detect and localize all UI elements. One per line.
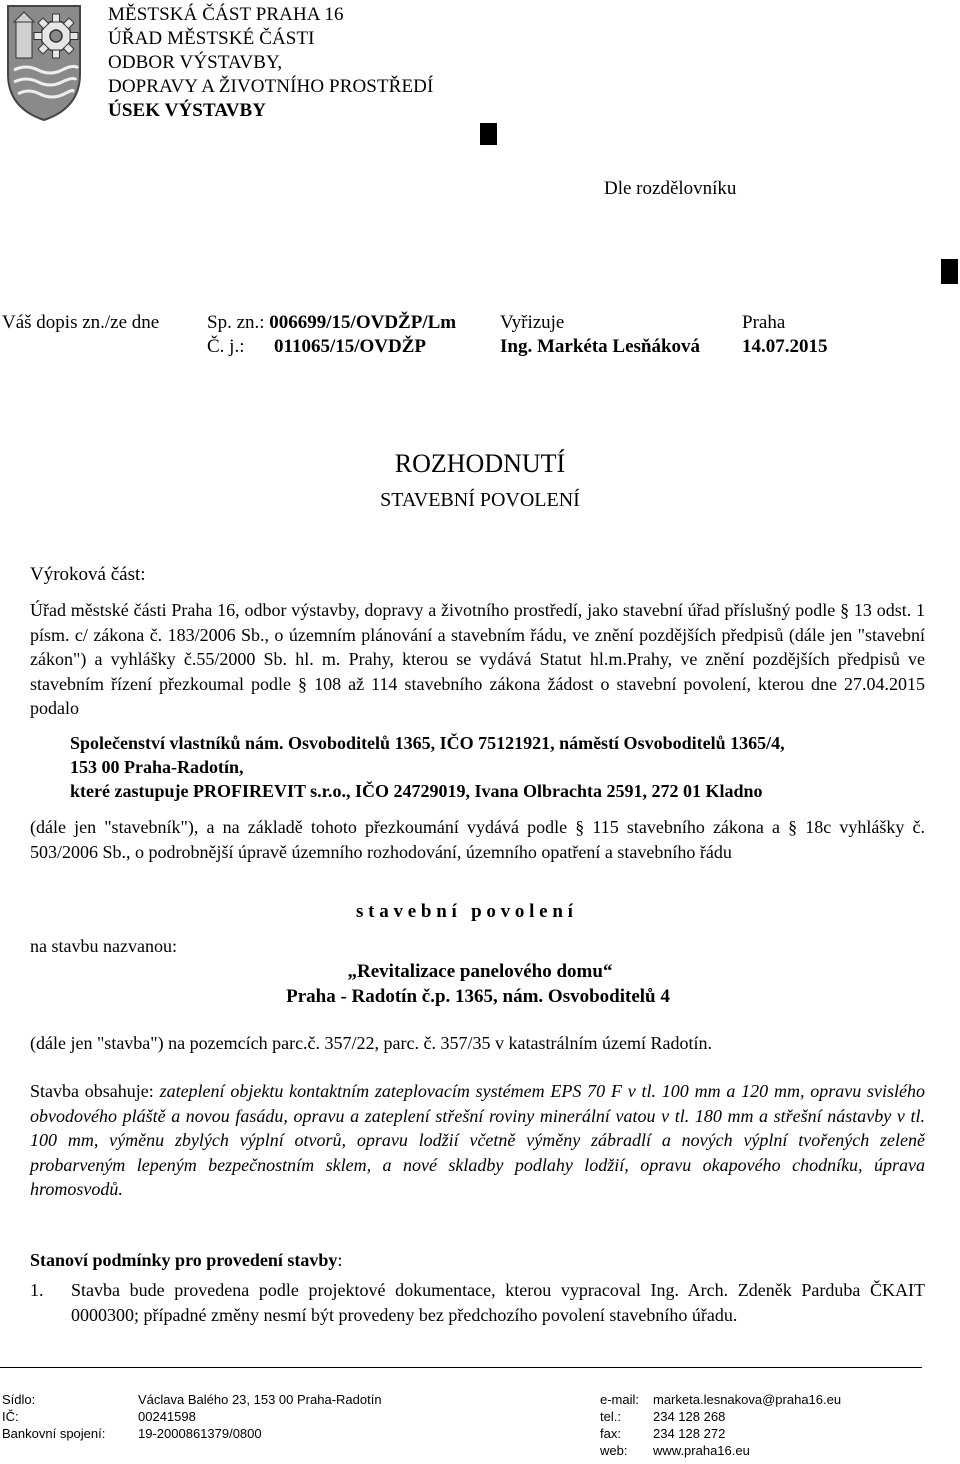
after-text-1: (dále jen "stavebník"), a na základě tohoto přezkoumání vydává podle (30, 817, 568, 837)
intro-text-1: Úřad městské části Praha 16, odbor výstavby, dopravy a životního prostředí, jako stavební úřad příslušný podle (30, 600, 836, 620)
after-text-2: 115 stavebního zákona a (592, 817, 781, 837)
applicant-line-1: Společenství vlastníků nám. Osvoboditelů 1365, IČO 75121921, náměstí Osvoboditelů 1365/4, (70, 733, 785, 753)
construction-label: na stavbu nazvanou: (30, 936, 177, 956)
section-sign: § (298, 673, 308, 694)
coat-of-arms-logo (6, 4, 82, 122)
spzn-value: 006699/15/OVDŽP/Lm (269, 312, 457, 333)
footer-fax-value: 234 128 272 (653, 1426, 726, 1441)
org-line-1: MĚSTSKÁ ČÁST PRAHA 16 (108, 4, 344, 25)
parcels-text: (dále jen "stavba") na pozemcích parc.č. 357/22, parc. č. 357/35 v katastrálním území Radotín. (30, 1033, 712, 1053)
contents-label: Stavba obsahuje: (30, 1081, 160, 1101)
footer-web-label: web: (600, 1443, 628, 1458)
footer-bank-value: 19-2000861379/0800 (138, 1426, 262, 1441)
footer-seat-label: Sídlo: (2, 1392, 36, 1407)
cj-value: 011065/15/OVDŽP (274, 336, 427, 357)
condition-number: 1. (30, 1280, 44, 1300)
footer-email-label: e-mail: (600, 1392, 640, 1407)
footer-seat-value: Václava Balého 23, 153 00 Praha-Radotín (138, 1392, 382, 1407)
cj-label: Č. j.: (207, 336, 245, 357)
intro-text-3: 108 až 114 stavebního zákona žádost o stavební povolení, kterou dne 27.04.2015 podalo (30, 673, 926, 718)
footer-email-value[interactable]: marketa.lesnakova@praha16.eu (653, 1392, 842, 1407)
intro-text-2: 13 odst. 1 písm. c/ zákona č. 183/2006 Sb., o územním plánování a stavebním řádu, ve znění pozdějších předpisů (dále jen "stavební zákon") a vyhlášky č.55/2000 Sb. hl. m. Prahy, kterou se vydává Statut hl.m.Prahy, ve znění pozdějších předpisů ve stavebním řízení přezkoumal podle (30, 600, 926, 694)
after-text-3: 18c vyhlášky č. 503/2006 Sb., o podrobnější úpravě územního rozhodování, územního opatření a stavebního řádu (30, 817, 926, 862)
cog-icon (34, 14, 78, 58)
footer-tel-label: tel.: (600, 1409, 621, 1424)
section-sign: § (840, 600, 850, 620)
org-line-2: ÚŘAD MĚSTSKÉ ČÁSTI (108, 28, 315, 49)
section-sign: § (575, 817, 585, 837)
conditions-heading-row (30, 1248, 342, 1272)
letter-ref-label: Váš dopis zn./ze dne (2, 312, 160, 333)
footer-ic-label: IČ: (2, 1409, 19, 1424)
handler-name: Ing. Markéta Lesňáková (500, 336, 701, 357)
construction-name: „Revitalizace panelového domu“ (347, 961, 613, 982)
footer-divider (0, 1367, 922, 1368)
footer-tel-value: 234 128 268 (653, 1409, 726, 1424)
permit-heading: s t a v e b n í p o v o l e n í (356, 901, 573, 922)
footer-bank-label: Bankovní spojení: (2, 1426, 106, 1441)
section-sign: § (788, 817, 798, 837)
applicant-line-2: 153 00 Praha-Radotín, (70, 757, 244, 777)
recipient: Dle rozdělovníku (604, 178, 737, 199)
org-line-5: ÚSEK VÝSTAVBY (108, 100, 267, 121)
place: Praha (742, 312, 786, 333)
document-subtitle: STAVEBNÍ POVOLENÍ (380, 489, 580, 511)
construction-address: Praha - Radotín č.p. 1365, nám. Osvoboditelů 4 (286, 986, 670, 1007)
org-line-4: DOPRAVY A ŽIVOTNÍHO PROSTŘEDÍ (108, 76, 434, 97)
marker-square (480, 123, 497, 145)
intro-paragraph (30, 598, 925, 721)
conditions-heading: Stanoví podmínky pro provedení stavby (30, 1250, 338, 1270)
document-title: ROZHODNUTÍ (394, 449, 566, 478)
section-label: Výroková část: (30, 564, 146, 585)
spzn-label: Sp. zn.: (207, 312, 265, 333)
footer-web-value[interactable]: www.praha16.eu (653, 1443, 750, 1458)
construction-contents (30, 1079, 925, 1202)
footer-ic-value: 00241598 (138, 1409, 196, 1424)
conditions-colon: : (337, 1250, 343, 1270)
marker-square (941, 259, 958, 284)
applicant-line-3: které zastupuje PROFIREVIT s.r.o., IČO 24729019, Ivana Olbrachta 2591, 272 01 Kladno (70, 781, 763, 801)
condition-text: Stavba bude provedena podle projektové dokumentace, kterou vypracoval Ing. Arch. Zdeněk Parduba ČKAIT 0000300; případné změny nesmí být provedeny bez předchozího povolení stavebního úřadu. (71, 1280, 925, 1325)
date: 14.07.2015 (742, 336, 828, 357)
contents-text: zateplení objektu kontaktním zateplovacím systémem EPS 70 F v tl. 100 mm a 120 mm, opravu svislého obvodového pláště a novou fasádu, opravu a zateplení střešní roviny minerální vatou v tl. 180 mm a střešní nástavby v tl. 100 mm, výměnu zbylých výplní otvorů, opravu lodžií včetně výměny zábradlí a nových výplní tvořených zeleně probarveným lepeným bezpečnostním sklem, a nové skladby podlahy lodžií, opravu okapového chodníku, úprava hromosvodů. (30, 1081, 926, 1199)
footer-fax-label: fax: (600, 1426, 621, 1441)
legal-basis-paragraph (30, 815, 925, 864)
handler-label: Vyřizuje (500, 312, 565, 333)
org-line-3: ODBOR VÝSTAVBY, (108, 52, 283, 73)
